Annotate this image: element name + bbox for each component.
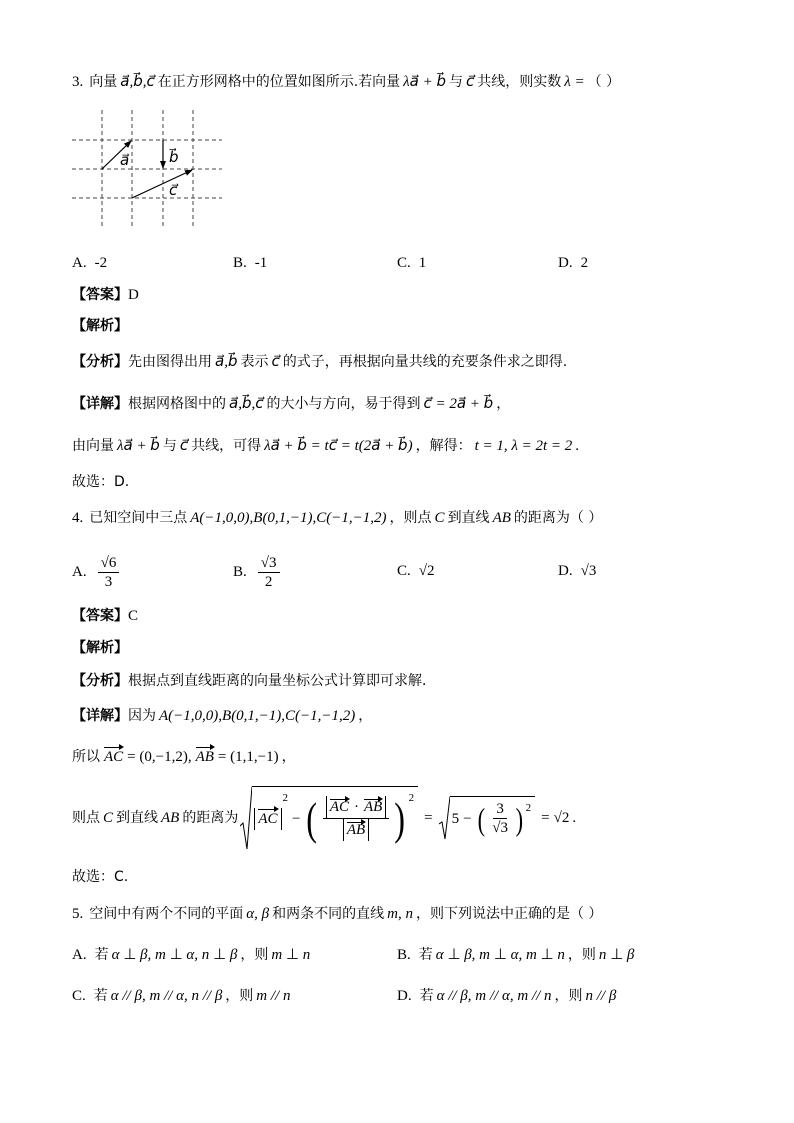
fraction-numerator [323,796,390,819]
fenxi-math: a⃗,b⃗ [215,354,238,370]
right-paren: ) [515,800,524,837]
q4-stem-text: 已知空间中三点 [89,510,188,526]
q3-number: 3. [72,74,84,90]
xiangjie-text: 根据网格图中的 [128,396,226,412]
vector-ab: AB [195,746,215,768]
distance-result: √2 [553,810,570,826]
option-letter: D. [397,988,412,1004]
fraction-numerator: √3 [258,554,280,573]
vector-ac: AC [103,746,124,768]
xiangjie-tag: 【详解】 [72,708,128,724]
number-five: 5 [451,810,460,827]
numeric-fraction [489,800,511,837]
q4-option-a [72,552,122,592]
solution-text: ， [281,749,296,765]
q3-vector-c: c⃗ [466,74,475,90]
vector-ac: AC [329,799,349,815]
vector-ac-value: = (0,−1,2), [127,749,192,765]
fraction-denominator: √3 [492,820,508,836]
answer-value: D [128,287,139,303]
right-paren: ) [394,792,406,844]
numeric-radicand [450,796,536,840]
option-result: m // n [256,988,291,1004]
q3-answer [72,284,139,306]
dot-operator: · [353,799,359,815]
q4-stem-text: ，则点 [389,510,432,526]
option-result: n // β [585,988,617,1004]
option-value: -1 [254,255,268,271]
solution-text: 所以 [72,749,100,765]
analysis-tag: 【解析】 [72,640,128,656]
option-letter: B. [233,564,247,580]
option-condition: α ⊥ β, m ⊥ α, m ⊥ n [435,947,565,963]
option-letter: D. [558,255,573,271]
option-text: 若 [419,988,434,1004]
option-condition: α // β, m // α, n // β [110,988,223,1004]
exponent: 2 [282,792,289,804]
fenxi-text: 的式子，再根据向量共线的充要条件求之即得. [282,354,568,370]
projection-fraction [323,796,390,841]
q5-option-d [397,985,619,1007]
minus-sign: − [292,810,301,827]
q4-stem-text: 到直线 [447,510,490,526]
distance-radical [240,786,418,850]
fenxi-text: 先由图得出用 [128,354,212,370]
left-paren: ( [477,800,485,837]
solution-result: t = 1, λ = 2t = 2 [474,438,573,454]
q4-analysis-heading [72,637,128,659]
xiangjie-math: a⃗,b⃗,c⃗ [229,396,264,412]
vector-ac: AC [257,808,278,830]
option-result: m ⊥ n [271,947,311,963]
solution-text: 由向量 [72,438,114,454]
vector-ab-value: = (1,1,−1) [217,749,279,765]
q5-option-c [72,985,293,1007]
equals-sign: = [424,810,433,826]
option-text: ，则 [567,947,596,963]
fraction-denominator [340,819,372,841]
left-paren: ( [306,792,318,844]
option-fraction [258,554,280,591]
q3-option-c [397,252,426,274]
xiangjie-text: 的大小与方向，易于得到 [266,396,421,412]
q3-combination: λa⃗ + b⃗ [403,74,447,90]
q3-fenxi [72,351,567,373]
distance-radicand [252,786,418,850]
fenxi-math: c⃗ [271,354,280,370]
fraction-denominator: 3 [104,573,113,590]
point-c: C [103,810,114,826]
conclusion-text: 故选：D. [72,474,130,490]
answer-tag: 【答案】 [72,287,128,303]
vector-ab: AB [346,822,366,838]
option-letter: C. [397,255,411,271]
q5-number: 5. [72,906,84,922]
q4-number: 4. [72,510,84,526]
exponent: 2 [525,802,532,814]
q5-stem-text: ，则下列说法中正确的是（ ） [415,906,603,922]
xiangjie-tag: 【详解】 [72,396,128,412]
q4-point-c: C [434,510,445,526]
q4-vectors-line [72,746,296,768]
option-letter: D. [558,563,573,579]
option-letter: A. [72,564,87,580]
q4-option-d [558,560,596,582]
numeric-radical [439,796,536,840]
solution-math: λa⃗ + b⃗ [117,438,160,454]
magnitude-ab [343,819,369,841]
solution-text: 共线，可得 [191,438,262,454]
q3-stem-text-1: 向量 [89,74,118,90]
q3-option-a [72,252,107,274]
magnitude-ac [254,808,281,830]
solution-text: ，解得： [415,438,472,454]
q3-lambda: λ = [564,74,585,90]
grid-lines [72,110,222,228]
q3-option-d [558,252,588,274]
fenxi-tag: 【分析】 [72,354,128,370]
option-condition: α ⊥ β, m ⊥ α, n ⊥ β [111,947,238,963]
analysis-tag: 【解析】 [72,318,128,334]
q4-line-ab: AB [492,510,511,526]
q5-option-a [72,944,313,966]
q5-stem-text: 空间中有两个不同的平面 [89,906,244,922]
option-value: √2 [418,563,435,579]
q4-points: A(−1,0,0),B(0,1,−1),C(−1,−1,2) [190,510,387,526]
vector-c-arrow [132,170,192,198]
q3-vectors: a⃗,b⃗,c⃗ [120,74,155,90]
option-text: 若 [418,947,433,963]
xiangjie-text: 因为 [128,708,156,724]
dot-product-abs [326,796,387,818]
q4-xiangjie [72,705,372,727]
option-text: 若 [93,988,108,1004]
option-condition: α // β, m // α, m // n [436,988,552,1004]
q4-option-c [397,560,435,582]
q3-stem [72,71,620,93]
solution-text: 则点 [72,810,100,826]
fenxi-text: 表示 [240,354,269,370]
xiangjie-text: ， [496,396,511,412]
q4-conclusion [72,866,128,888]
option-text: 若 [94,947,109,963]
q4-stem [72,507,602,529]
option-letter: A. [72,255,87,271]
solution-math: c⃗ [179,438,189,454]
xiangjie-equation: c⃗ = 2a⃗ + b⃗ [423,396,494,412]
q3-conclusion [72,471,129,493]
xiangjie-math: A(−1,0,0),B(0,1,−1),C(−1,−1,2) [159,708,356,724]
vector-a-label: a⃗ [120,153,130,169]
q5-option-b [397,944,637,966]
q3-analysis-heading [72,315,128,337]
q3-stem-text-4: 共线，则实数 [477,74,562,90]
option-value: √3 [580,563,597,579]
q5-lines: m, n [387,906,413,922]
xiangjie-text: ， [358,708,373,724]
q3-solution-line [72,435,579,457]
q5-stem [72,903,602,925]
solution-text: . [575,438,580,454]
vector-ab: AB [363,799,383,815]
q3-option-b [233,252,267,274]
option-text: ，则 [225,988,254,1004]
fraction-numerator: √6 [98,554,120,573]
q5-planes: α, β [246,906,270,922]
exponent: 2 [408,792,415,804]
option-letter: C. [397,563,411,579]
option-fraction [98,554,120,591]
option-letter: B. [397,947,411,963]
solution-text: 的距离为 [182,810,239,826]
option-value: 2 [580,255,589,271]
vector-b-label: b⃗ [169,150,179,166]
solution-text: 与 [162,438,177,454]
option-text: ，则 [554,988,583,1004]
radical-sign [240,786,252,850]
q4-fenxi [72,670,436,692]
q3-xiangjie [72,393,510,415]
fenxi-text: 根据点到直线距离的向量坐标公式计算即可求解． [128,673,436,689]
vector-c-label: c⃗ [169,183,178,199]
solution-text: 到直线 [116,810,159,826]
answer-tag: 【答案】 [72,608,128,624]
line-ab: AB [161,810,180,826]
q5-stem-text: 和两条不同的直线 [272,906,385,922]
q3-stem-text-2: 在正方形网格中的位置如图所示.若向量 [157,74,401,90]
option-text: ，则 [240,947,269,963]
answer-value: C [128,608,139,624]
option-letter: B. [233,255,247,271]
equals-sign: = [541,810,550,826]
fenxi-tag: 【分析】 [72,673,128,689]
q4-distance-line [72,783,576,853]
option-value: -2 [94,255,108,271]
q3-stem-text-3: 与 [449,74,464,90]
q4-answer [72,605,138,627]
option-letter: C. [72,988,86,1004]
fraction-numerator: 3 [493,800,507,819]
q4-stem-text: 的距离为（ ） [513,510,603,526]
option-letter: A. [72,947,87,963]
option-value: 1 [418,255,427,271]
solution-equation: λa⃗ + b⃗ = tc⃗ = t(2a⃗ + b⃗) [264,438,413,454]
conclusion-text: 故选：C. [72,869,129,885]
q3-blank: （ ） [587,74,621,90]
q4-option-b [233,552,283,592]
option-result: n ⊥ β [598,947,635,963]
radical-sign [439,796,450,840]
minus-sign: − [463,810,472,827]
fraction-denominator: 2 [264,573,273,590]
period: . [572,810,577,826]
grid-figure [68,105,228,235]
